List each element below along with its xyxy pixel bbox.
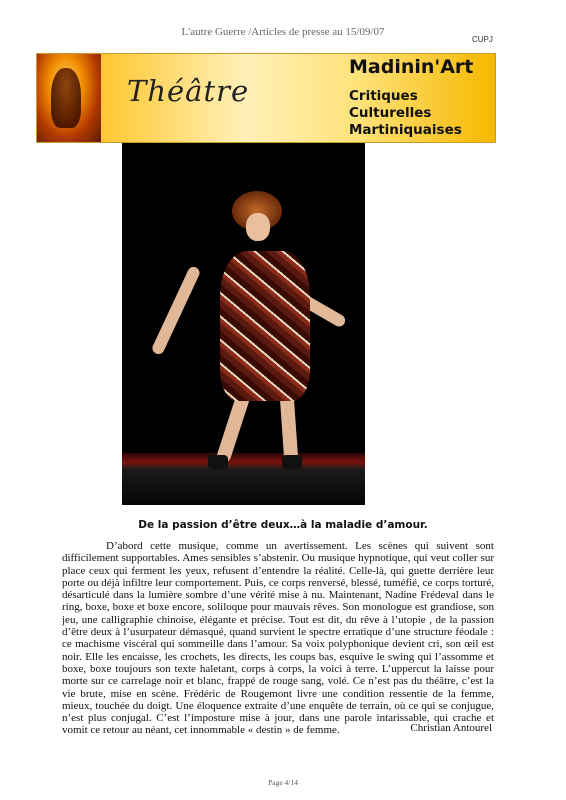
- dancer-dress: [220, 251, 310, 401]
- mask-figure-icon: [51, 68, 81, 128]
- dancer-shoe: [282, 455, 302, 469]
- banner-brand: Madinin'Art: [349, 56, 474, 78]
- article-headline: De la passion d’être deux…à la maladie d’amour.: [138, 519, 428, 531]
- madininart-banner: [36, 53, 496, 143]
- publisher-logo-icon: CUPJ: [472, 35, 493, 44]
- running-header: L'autre Guerre /Articles de presse au 15/09/07: [181, 26, 385, 38]
- page-number: Page 4/14: [268, 778, 298, 787]
- dancer-photo: [122, 143, 365, 505]
- banner-artwork: [37, 54, 101, 142]
- banner-subtitle-line: Martiniquaises: [349, 122, 462, 138]
- banner-section-title: Théâtre: [127, 74, 250, 108]
- stage-floor: [122, 453, 365, 505]
- author-signature: Christian Antourel: [410, 722, 492, 734]
- article-body: [62, 540, 494, 737]
- banner-subtitle-line: Critiques: [349, 88, 418, 104]
- banner-subtitle-line: Culturelles: [349, 105, 432, 121]
- article-paragraph: D’abord cette musique, comme un avertissement. Les scènes qui suivent sont difficilement supportables. Ames sensibles s’abstenir. Ou musique hypnotique, qui veut coller sur place ceux qui ferment les yeux, refusent d’entendre la réalité. Celle-là, qui guette derrière leur porte ou déjà infiltre leur comportement. Puis, ce corps renversé, blessé, tuméfié, ce corps torturé, désarticulé dans la lumière sombre d’une vérité mise à nu. Maintenant, Nadine Frédeval dans le ring, boxe, boxe et boxe encore, soliloque pour mauvais rêves. Son monologue est grandiose, son jeu, une calligraphie chinoise, élégante et précise. Tout est dit, du rêve à l’utopie , de la passion d’être deux à l’usurpateur démasqué, quand survient le spectre erratique d’une structure féodale : ce machisme viscéral qui sommeille dans l’amour. Sa voix polyphonique devient cri, son œil est noir. Elle les encaisse, les crochets, les directs, les coups bas, esquive le swing qui l’assomme et boxe, boxe toujours son texte haletant, corps à corps, la voici à terre. L’uppercut la laisse pour morte sur ce carrelage noir et blanc, frappé de rouge sang, volé. Ce n’est pas du théâtre, c’est la vie brute, mise en scène. Frédéric de Rougemont livre une condition ressentie de la femme, mieux, touchée du doigt. Une éloquence extraite d’une enquête de terrain, où ce qui se conjugue, n’est plus conjugal. C’est l’imposture mise à jour, dans une parole intarissable, qui crache et vomit ce retour au néant, cet innommable « destin » de femme.: [62, 540, 494, 737]
- dancer-shoe: [208, 455, 228, 469]
- dancer-face: [246, 213, 270, 241]
- dancer-arm: [150, 265, 201, 356]
